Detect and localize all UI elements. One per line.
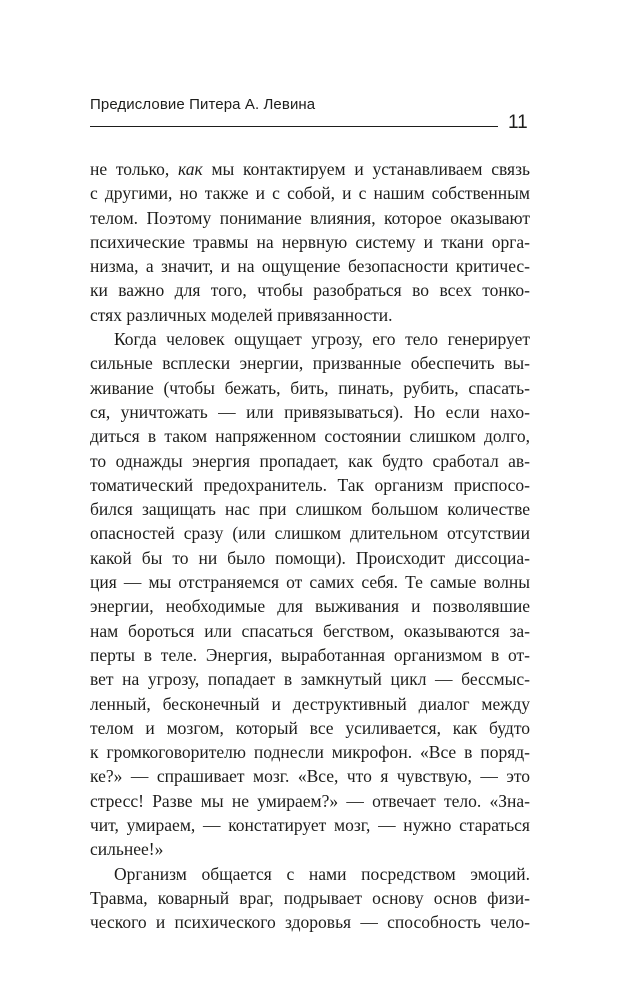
text-line: то однажды энергия пропадает, как будто сработал ав- [90, 450, 530, 471]
text-line: Организм общается с нами посредством эмоций. [114, 863, 530, 884]
emphasis-word: как [178, 159, 203, 179]
text-line [90, 157, 530, 181]
running-head-title: Предисловие Питера А. Левина [90, 96, 316, 113]
text-line: бился защищать нас при слишком большом количестве [90, 499, 530, 520]
text-line: ленный, бесконечный и деструктивный диалог между [90, 693, 530, 714]
text-line: диться в таком напряженном состоянии слишком долго, [90, 426, 530, 447]
text-line: с другими, но также и с собой, и с нашим собственным [90, 183, 530, 204]
text-segment: не только, [90, 159, 179, 179]
text-line: чит, умираем, — констатирует мозг, — нужно стараться [90, 815, 530, 836]
text-line: ция — мы отстраняемся от самих себя. Те самые волны [90, 572, 530, 593]
header-rule [90, 126, 498, 127]
text-line: томатический предохранитель. Так организм приспосо- [90, 474, 530, 495]
text-line: стях различных моделей привязанности. [90, 304, 393, 325]
text-segment: мы контактируем и устанавливаем связь [202, 159, 530, 179]
text-line: к громкоговорителю поднесли микрофон. «Все в поряд- [90, 742, 530, 763]
text-line: ся, уничтожать — или привязываться). Но если нахо- [90, 401, 530, 422]
text-line: какой бы то ни было помощи). Происходит диссоциа- [90, 547, 530, 568]
text-line: телом. Поэтому понимание влияния, которое оказывают [90, 207, 530, 228]
text-line: телом и мозгом, который все усиливается, как будто [90, 717, 530, 738]
text-line: ке?» — спрашивает мозг. «Все, что я чувствую, — это [90, 766, 530, 787]
text-line: Травма, коварный враг, подрывает основу основ физи- [90, 887, 530, 908]
text-line: сильнее!» [90, 839, 164, 860]
page-number: 11 [508, 112, 528, 133]
body-text [90, 157, 530, 935]
text-line: стресс! Разве мы не умираем?» — отвечает тело. «Зна- [90, 790, 530, 811]
text-line: низма, а значит, и на ощущение безопасности критичес- [90, 256, 530, 277]
text-line: ческого и психического здоровья — способность чело- [90, 912, 530, 933]
text-line: опасностей сразу (или слишком длительном отсутствии [90, 523, 530, 544]
text-line: сильные всплески энергии, призванные обеспечить вы- [90, 353, 530, 374]
text-line: Когда человек ощущает угрозу, его тело генерирует [114, 329, 530, 350]
page-header [90, 96, 530, 133]
text-line: нам бороться или спасаться бегством, оказываются за- [90, 620, 530, 641]
text-line: живание (чтобы бежать, бить, пинать, рубить, спасать- [90, 377, 530, 398]
text-line: перты в теле. Энергия, выработанная организмом в от- [90, 644, 530, 665]
text-line: ки важно для того, чтобы разобраться во всех тонко- [90, 280, 530, 301]
text-line: психические травмы на нервную систему и ткани орга- [90, 231, 530, 252]
text-line: энергии, необходимые для выживания и позволявшие [90, 596, 530, 617]
text-line: вет на угрозу, попадает в замкнутый цикл — бессмыс- [90, 669, 530, 690]
